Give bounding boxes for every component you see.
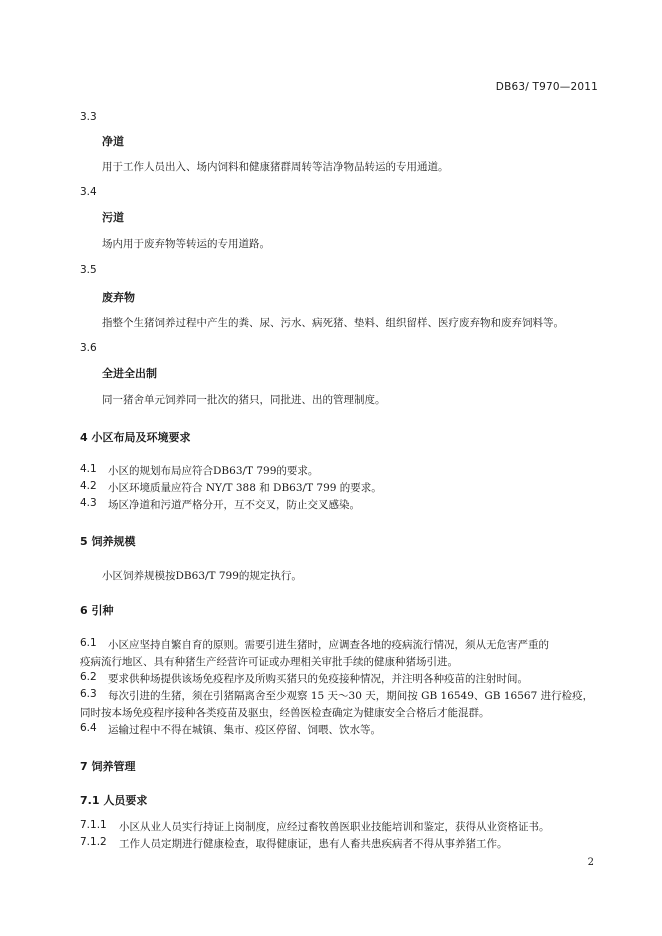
- term-title: 全进全出制: [102, 367, 157, 380]
- clause-number: 7.1.2: [80, 836, 107, 848]
- clause-text: 小区从业人员实行持证上岗制度，应经过畜牧兽医职业技能培训和鉴定，获得从业资格证书。: [119, 821, 550, 833]
- section-5-text: 小区饲养规模按DB63/T 799的规定执行。: [102, 570, 302, 582]
- clause-number: 6.3: [80, 688, 97, 700]
- clause-number: 4.1: [80, 463, 97, 475]
- clause-number: 6.2: [80, 671, 97, 683]
- standard-id: DB63/ T970—2011: [495, 81, 598, 93]
- clause-text: 小区的规划布局应符合DB63/T 799的要求。: [108, 465, 319, 477]
- clause-number: 4.3: [80, 497, 97, 509]
- page-number: 2: [587, 857, 594, 868]
- clause-text: 小区环境质量应符合 NY/T 388 和 DB63/T 799 的要求。: [108, 482, 382, 494]
- clause-text: 每次引进的生猪，须在引猪隔离舍至少观察 15 天～30 天，期间按 GB 16549、GB 16567 进行检疫，: [108, 690, 594, 702]
- clause-text: 小区应坚持自繁自育的原则。需要引进生猪时，应调查各地的疫病流行情况，须从无危害严重的: [108, 639, 549, 651]
- term-number: 3.5: [80, 264, 97, 276]
- section-7-heading: 7 饲养管理: [80, 760, 136, 773]
- term-definition: 指整个生猪饲养过程中产生的粪、尿、污水、病死猪、垫料、组织留样、医疗废弃物和废弃饲料等。: [102, 317, 564, 329]
- clause-number: 6.4: [80, 722, 97, 734]
- term-title: 净道: [102, 135, 124, 148]
- section-5-heading: 5 饲养规模: [80, 535, 136, 548]
- term-number: 3.4: [80, 186, 97, 198]
- clause-text-continued: 疫病流行地区、具有种猪生产经营许可证或办理相关审批手续的健康种猪场引进。: [80, 656, 458, 668]
- clause-text: 场区净道和污道严格分开，互不交叉，防止交叉感染。: [108, 499, 360, 511]
- term-number: 3.6: [80, 342, 97, 354]
- clause-number: 6.1: [80, 637, 97, 649]
- clause-number: 4.2: [80, 480, 97, 492]
- clause-text: 要求供种场提供该场免疫程序及所购买猪只的免疫接种情况，并注明各种疫苗的注射时间。: [108, 673, 528, 685]
- term-definition: 同一猪舍单元饲养同一批次的猪只，同批进、出的管理制度。: [102, 394, 386, 406]
- clause-text-continued: 同时按本场免疫程序接种各类疫苗及驱虫，经兽医检查确定为健康安全合格后才能混群。: [80, 707, 490, 719]
- term-title: 废弃物: [102, 291, 135, 304]
- term-number: 3.3: [80, 111, 97, 123]
- term-definition: 场内用于废弃物等转运的专用道路。: [102, 238, 270, 250]
- clause-number: 7.1.1: [80, 819, 107, 831]
- clause-text: 工作人员定期进行健康检查，取得健康证，患有人畜共患疾病者不得从事养猪工作。: [119, 838, 508, 850]
- term-title: 污道: [102, 211, 124, 224]
- term-definition: 用于工作人员出入、场内饲料和健康猪群周转等洁净物品转运的专用通道。: [102, 161, 449, 173]
- section-4-heading: 4 小区布局及环境要求: [80, 431, 191, 444]
- clause-text: 运输过程中不得在城镇、集市、疫区停留、饲喂、饮水等。: [108, 724, 381, 736]
- section-6-heading: 6 引种: [80, 604, 114, 617]
- subsection-7-1-heading: 7.1 人员要求: [80, 794, 148, 807]
